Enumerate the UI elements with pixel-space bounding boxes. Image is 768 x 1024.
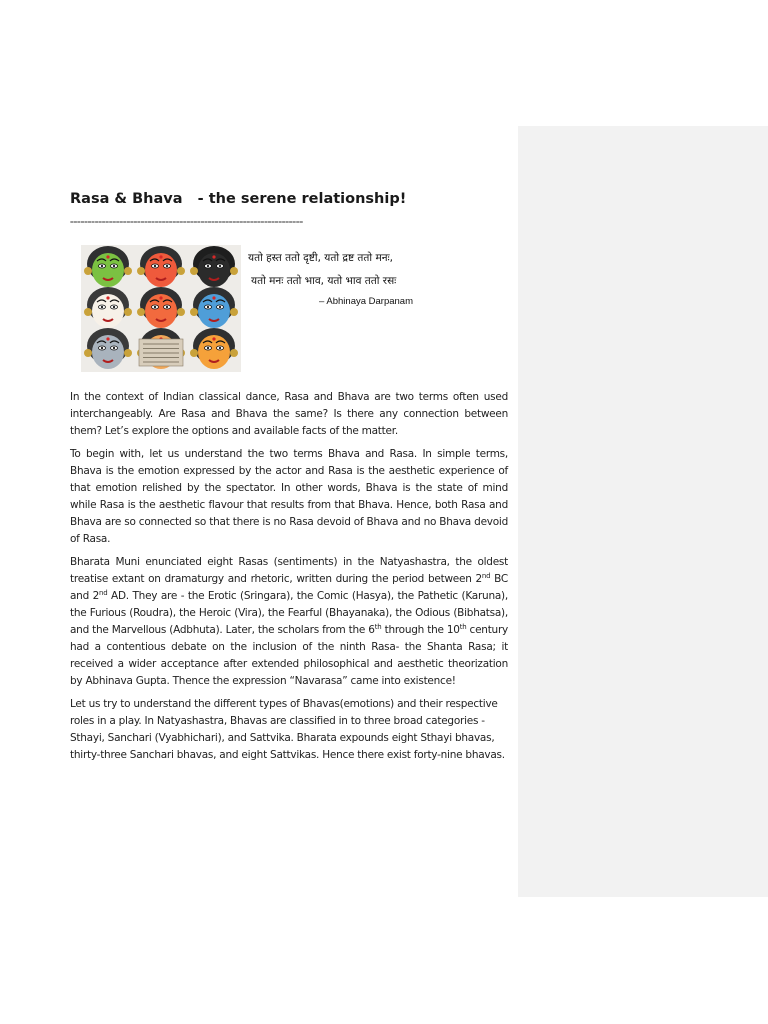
p3-text-d: through the 10 xyxy=(381,624,460,636)
verse-attribution: – Abhinaya Darpanam xyxy=(319,296,414,307)
verse-line-2: यतो मनः ततो भाव, यतो भाव ततो रसः xyxy=(251,275,397,287)
paragraph-1: In the context of Indian classical dance, Rasa and Bhava are two terms often used interchangeably. Are Rasa and Bhava the same? Is there any connection between them? Let’s explore the options and available facts of the matter. xyxy=(70,391,508,437)
paragraph-3 xyxy=(70,554,508,690)
navarasa-masks-image xyxy=(81,245,241,372)
mask-face xyxy=(137,246,185,287)
p3-text-b: BC and 2 xyxy=(70,573,508,602)
mask-face xyxy=(84,287,132,328)
paragraph-2: To begin with, let us understand the two terms Bhava and Rasa. In simple terms, Bhava is the emotion expressed by the actor and Rasa is the aesthetic experience of that emotion relished by the spectator. In other words, Bhava is the state of mind while Rasa is the aesthetic flavour that results from that Bhava. Hence, both Rasa and Bhava are so connected so that there is no Rasa devoid of Bhava and no Bhava devoid of Rasa. xyxy=(70,448,508,545)
mask-face xyxy=(84,246,132,287)
sanskrit-verse xyxy=(248,247,396,293)
mask-face xyxy=(190,287,238,328)
mask-face xyxy=(190,328,238,369)
mask-face xyxy=(190,246,238,287)
p3-sup-1: nd xyxy=(481,572,491,580)
body-text xyxy=(70,389,508,770)
p3-sup-3: th xyxy=(374,623,382,631)
mask-face xyxy=(137,287,185,328)
verse-line-1: यतो हस्त ततो दृष्टी, यतो द्रष्ट ततो मनः, xyxy=(248,252,394,264)
masks-illustration xyxy=(81,245,241,372)
mask-face xyxy=(84,328,132,369)
p3-text-c: AD. They are - the Erotic (Sringara), the Comic (Hasya), the Pathetic (Karuna), the Furious (Roudra), the Heroic (Vira), the Fearful (Bhayanaka), the Odious (Bibhatsa), and the Marvellous (Adbhuta). Later, the scholars from the 6 xyxy=(70,590,508,636)
p3-sup-2: nd xyxy=(99,589,108,597)
paragraph-4: Let us try to understand the different types of Bhavas(emotions) and their respective roles in a play. In Natyashastra, Bhavas are classified in to three broad categories - Sthayi, Sanchari (Vyabhichari), and Sattvika. Bharata expounds eight Sthayi bhavas, thirty-three Sanchari bhavas, and eight Sattvikas. Hence there exist forty-nine bhavas. xyxy=(70,698,505,761)
title-underline-rule: ================================================================== xyxy=(70,219,303,226)
p3-sup-4: th xyxy=(459,623,467,631)
comment-pane xyxy=(518,126,768,897)
document-title: Rasa & Bhava - the serene relationship! xyxy=(70,191,407,207)
p3-text-e: century had a contentious debate on the inclusion of the ninth Rasa- the Shanta Rasa; it received a wider acceptance after extended philosophical and aesthetic theorization by Abhinava Gupta. Thence the expression “Navarasa” came into existence! xyxy=(70,624,508,687)
p3-text-a: Bharata Muni enunciated eight Rasas (sentiments) in the Natyashastra, the oldest treatise extant on dramaturgy and rhetoric, written during the period between 2 xyxy=(70,556,508,585)
